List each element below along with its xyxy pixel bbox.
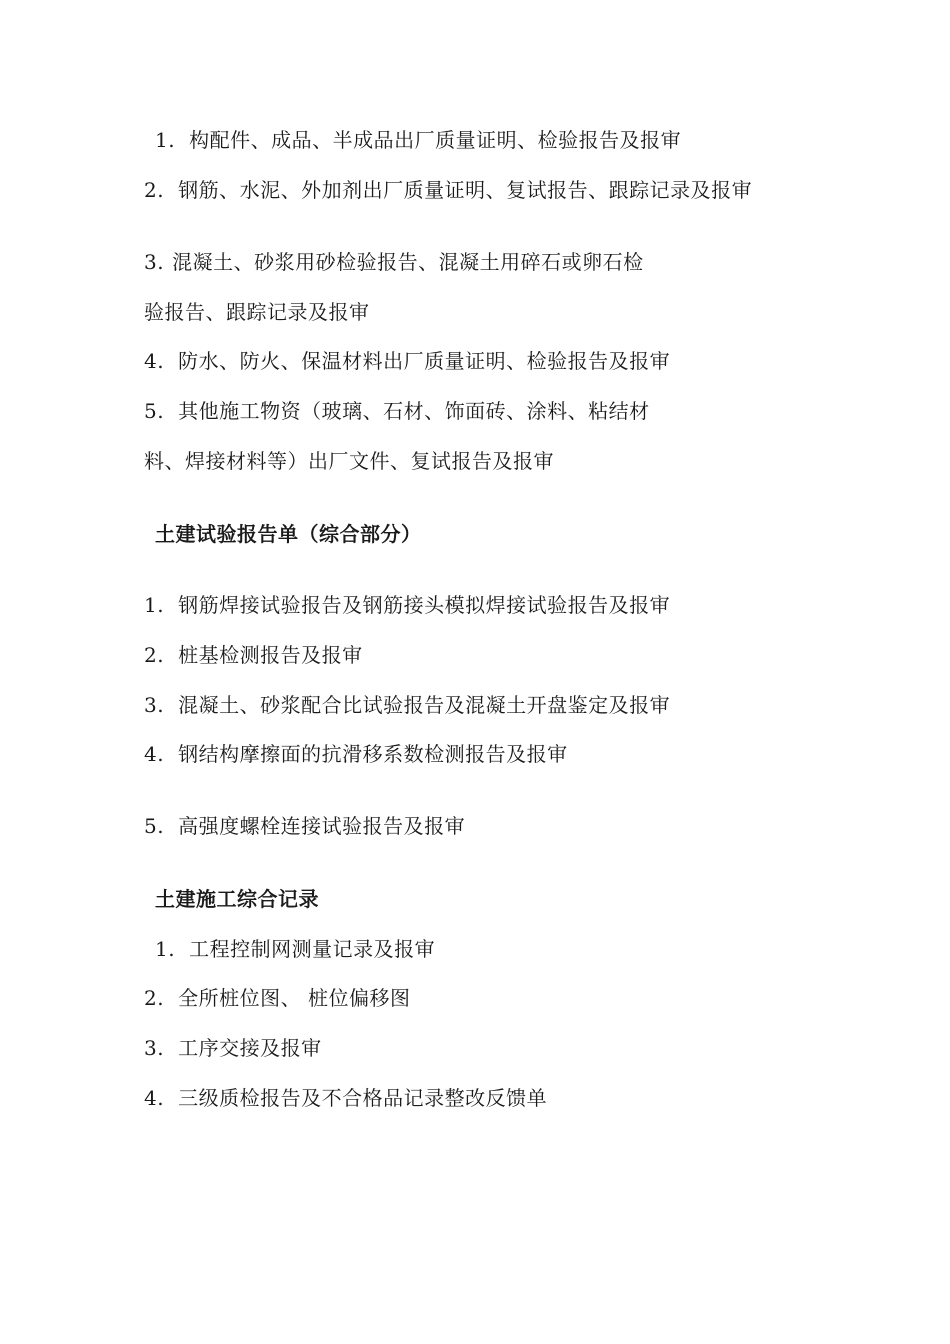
item-text: 钢筋焊接试验报告及钢筋接头模拟焊接试验报告及报审 [178,593,671,617]
item-number: 3. [144,1036,165,1060]
item-text: 桩基检测报告及报审 [178,643,363,667]
item-number: 5. [144,814,165,838]
list-item [144,397,650,425]
list-item-continuation: 验报告、跟踪记录及报审 [144,300,370,324]
item-text: 钢筋、水泥、外加剂出厂质量证明、复试报告、跟踪记录及报审 [178,178,753,202]
item-text: 构配件、成品、半成品出厂质量证明、检验报告及报审 [189,128,682,152]
item-number: 4. [144,349,165,373]
list-item [144,691,670,719]
item-text: 防水、防火、保温材料出厂质量证明、检验报告及报审 [178,349,671,373]
item-number: 1. [144,593,165,617]
item-text: 工程控制网测量记录及报审 [189,937,436,961]
item-number: 3. [144,250,165,274]
item-text: 高强度螺栓连接试验报告及报审 [178,814,466,838]
item-number: 3. [144,693,165,717]
section-heading: 土建试验报告单（综合部分） [155,522,422,546]
section-heading: 土建施工综合记录 [155,887,319,911]
item-number: 1. [155,128,176,152]
list-item [144,740,568,768]
item-text: 全所桩位图、 桩位偏移图 [178,986,411,1010]
list-item [144,1084,547,1112]
list-item [144,347,670,375]
item-text: 混凝土、砂浆用砂检验报告、混凝土用碎石或卵石检 [172,250,644,274]
list-item [144,641,363,669]
item-number: 4. [144,742,165,766]
item-number: 1. [155,937,176,961]
list-item [155,126,681,154]
list-item [144,176,752,204]
item-number: 4. [144,1086,165,1110]
item-text: 混凝土、砂浆配合比试验报告及混凝土开盘鉴定及报审 [178,693,671,717]
item-number: 5. [144,399,165,423]
item-text: 钢结构摩擦面的抗滑移系数检测报告及报审 [178,742,568,766]
item-text: 三级质检报告及不合格品记录整改反馈单 [178,1086,548,1110]
list-item [144,1034,322,1062]
list-item [144,812,465,840]
list-item [155,935,435,963]
list-item [144,248,644,276]
list-item-continuation: 料、焊接材料等）出厂文件、复试报告及报审 [144,449,554,473]
list-item [144,984,410,1012]
item-text: 其他施工物资（玻璃、石材、饰面砖、涂料、粘结材 [178,399,650,423]
item-number: 2. [144,643,165,667]
item-number: 2. [144,178,165,202]
item-text: 工序交接及报审 [178,1036,322,1060]
list-item [144,591,670,619]
item-number: 2. [144,986,165,1010]
